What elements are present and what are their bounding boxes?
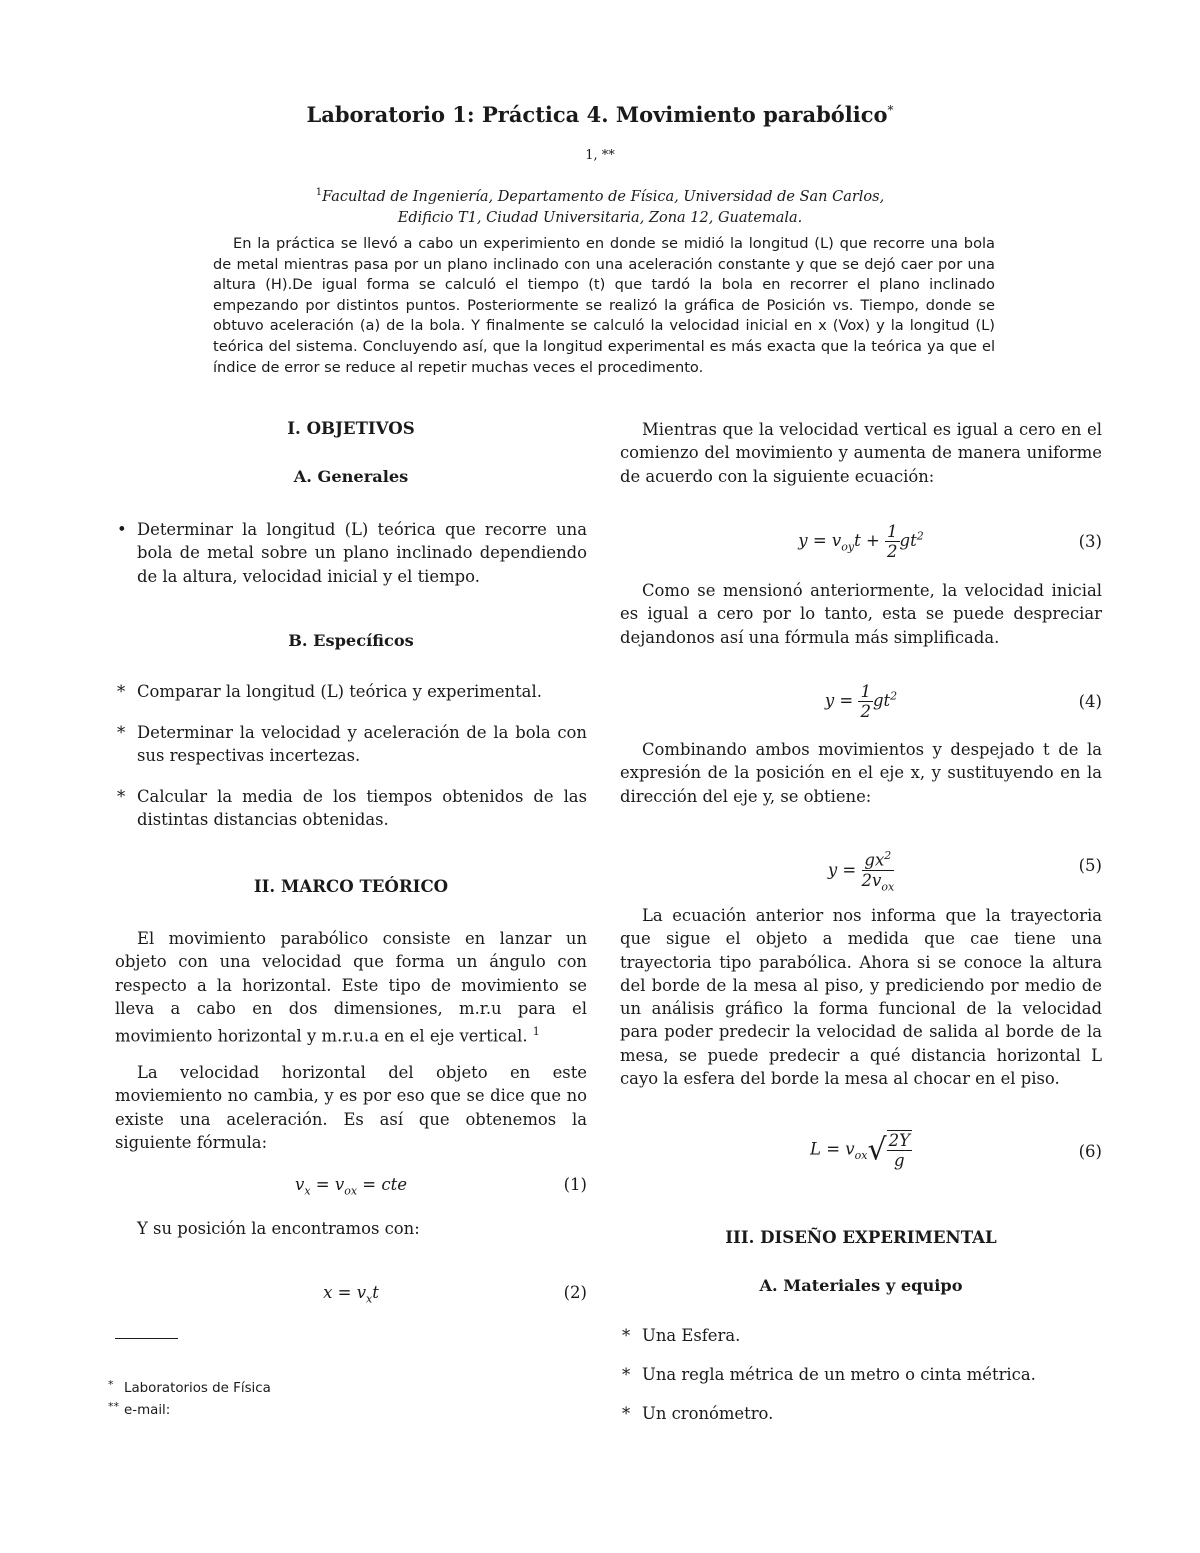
section-heading-diseno: III. DISEÑO EXPERIMENTAL xyxy=(725,1227,997,1247)
paragraph: Y su posición la encontramos con: xyxy=(137,1219,420,1238)
footnote: * Laboratorios de Física xyxy=(108,1378,271,1396)
abstract: En la práctica se llevó a cabo un experimiento en donde se midió la longitud (L) que recorre una bola de metal mientras pasa por un plano inclinado con una aceleración constante y que se dejó caer por una altura (H).De igual forma se calculó el tiempo (t) que tardó la bola en recorrer el plano inclinado empezando por distintos puntos. Posteriormente se realizó la gráfica de Posición vs. Tiempo, donde se obtuvo aceleración (a) de la bola. Y finalmente se calculó la velocidad inicial en x (Vox) y la longitud (L) teórica del sistema. Concluyendo así, que la longitud experimental es más exacta que la teórica ya que el índice de error se reduce al repetir muchas veces el procedimento. xyxy=(213,235,995,376)
paper-title: Laboratorio 1: Práctica 4. Movimiento parabólico* xyxy=(306,102,894,127)
list-item: * Un cronómetro. xyxy=(622,1404,774,1423)
paragraph: Combinando ambos movimientos y despejado t de la expresión de la posición en el eje x, y sustituyendo en la dirección del eje y, se obtiene: xyxy=(620,740,1102,806)
equation-2: $x = v_xt$ (2) xyxy=(323,1283,587,1306)
equation-3: $y = v_{oy}t$ + $\frac{1}{2}$ $gt^2$ (3) xyxy=(798,522,1102,561)
equation-1: $v_x = v_{ox}$ = cte (1) xyxy=(295,1175,587,1198)
footnote: ** e-mail: xyxy=(108,1400,171,1418)
subsection-heading-especificos: B. Específicos xyxy=(288,631,414,650)
author-line: 1, ** xyxy=(585,148,615,163)
section-heading-marco: II. MARCO TEÓRICO xyxy=(253,876,449,896)
list-item: * Comparar la longitud (L) teórica y experimental. xyxy=(117,682,542,701)
paragraph: La velocidad horizontal del objeto en este moviemiento no cambia, y es por eso que se dice que no existe una aceleración. Es así que obtenemos la siguiente fórmula: xyxy=(115,1063,587,1152)
section-heading-objetivos: I. OBJETIVOS xyxy=(287,418,415,438)
footnote-rule xyxy=(115,1338,178,1339)
paragraph: El movimiento parabólico consiste en lanzar un objeto con una velocidad que forma un ángulo con respecto a la horizontal. Este tipo de movimiento se lleva a cabo en dos dimensiones, m.r.u para el movimiento horizontal y m.r.u.a en el eje vertical. $^1$ xyxy=(115,929,587,1046)
equation-4: y = $\frac{1}{2}$ $gt^2$ (4) xyxy=(824,682,1102,721)
paragraph: Como se mensionó anteriormente, la velocidad inicial es igual a cero por lo tanto, esta se puede despreciar dejandonos así una fórmula más simplificada. xyxy=(620,581,1102,647)
list-item: * Una Esfera. xyxy=(622,1326,741,1345)
paragraph: La ecuación anterior nos informa que la trayectoria que sigue el objeto a medida que cae tiene una trayectoria tipo parabólica. Ahora si se conoce la altura del borde de la mesa al piso, y prediciendo por medio de un análisis gráfico la forma funcional de la velocidad para poder predecir la velocidad de salida al borde de la mesa, se puede predecir a qué distancia horizontal L cayo la esfera del borde la mesa al chocar en el piso. xyxy=(620,906,1102,1089)
equation-5: y = $\frac{gx^2}{2v_{ox}}$ (5) xyxy=(620,846,1102,906)
subsection-heading-generales: A. Generales xyxy=(293,467,409,486)
affiliation: $^1$Facultad de Ingeniería, Departamento de Física, Universidad de San Carlos, Edificio T1, Ciudad Universitaria, Zona 12, Guatemala. xyxy=(315,187,885,226)
equation-6: $L = v_{ox}√$ $\frac{2Y}{g}$ (6) xyxy=(810,1131,1102,1170)
list-item: * Determinar la velocidad y aceleración de la bola con sus respectivas incertezas. xyxy=(117,723,587,766)
paragraph: Mientras que la velocidad vertical es igual a cero en el comienzo del movimiento y aumenta de manera uniforme de acuerdo con la siguiente ecuación: xyxy=(620,420,1102,486)
list-item: * Una regla métrica de un metro o cinta métrica. xyxy=(622,1365,1036,1384)
subsection-heading-materiales: A. Materiales y equipo xyxy=(759,1276,963,1295)
list-item: • Determinar la longitud (L) teórica que recorre una bola de metal sobre un plano inclinado dependiendo de la altura, velocidad inicial y el tiempo. xyxy=(117,520,587,586)
list-item: * Calcular la media de los tiempos obtenidos de las distintas distancias obtenidas. xyxy=(117,787,587,830)
